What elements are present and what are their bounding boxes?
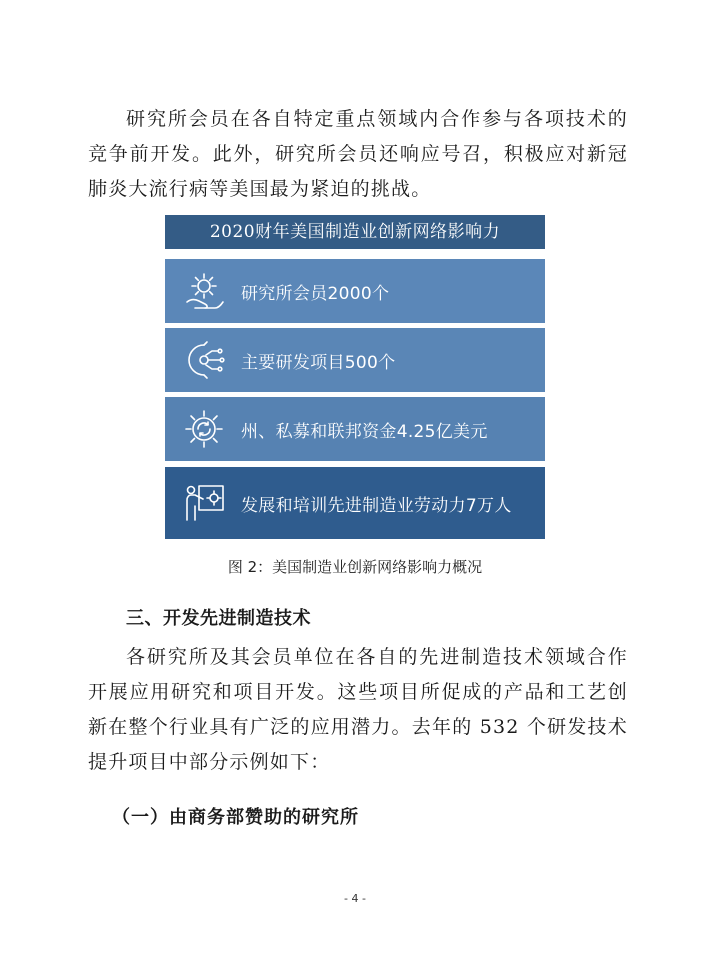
infographic-header: 2020财年美国制造业创新网络影响力 [165, 215, 545, 249]
projects-label: 主要研发项目500个 [241, 352, 396, 373]
sub-heading: （一）由商务部赞助的研究所 [112, 807, 359, 828]
presentation-gear-icon [181, 480, 227, 526]
page-number: - 4 - [344, 892, 366, 905]
members-label: 研究所会员2000个 [241, 283, 390, 304]
workforce-label: 发展和培训先进制造业劳动力7万人 [241, 495, 512, 516]
section-heading: 三、开发先进制造技术 [126, 608, 311, 629]
infographic-row-workforce [165, 467, 545, 539]
infographic-row-members [165, 259, 545, 323]
body-paragraph: 各研究所及其会员单位在各自的先进制造技术领域合作开展应用研究和项目开发。这些项目所促成的产品和工艺创新在整个行业具有广泛的应用潜力。去年的 532 个研发技术提升项目中部分示例如下： [88, 646, 628, 773]
impact-infographic [165, 215, 545, 545]
gear-cycle-icon [181, 406, 227, 452]
circuit-gear-icon [181, 337, 227, 383]
figure-caption: 图 2：美国制造业创新网络影响力概况 [227, 558, 483, 576]
gear-hand-icon [181, 268, 227, 314]
funding-label: 州、私募和联邦资金4.25亿美元 [241, 421, 488, 442]
infographic-row-projects [165, 328, 545, 392]
infographic-row-funding [165, 397, 545, 461]
intro-paragraph: 研究所会员在各自特定重点领域内合作参与各项技术的竞争前开发。此外，研究所会员还响应号召，积极应对新冠肺炎大流行病等美国最为紧迫的挑战。 [88, 108, 628, 200]
